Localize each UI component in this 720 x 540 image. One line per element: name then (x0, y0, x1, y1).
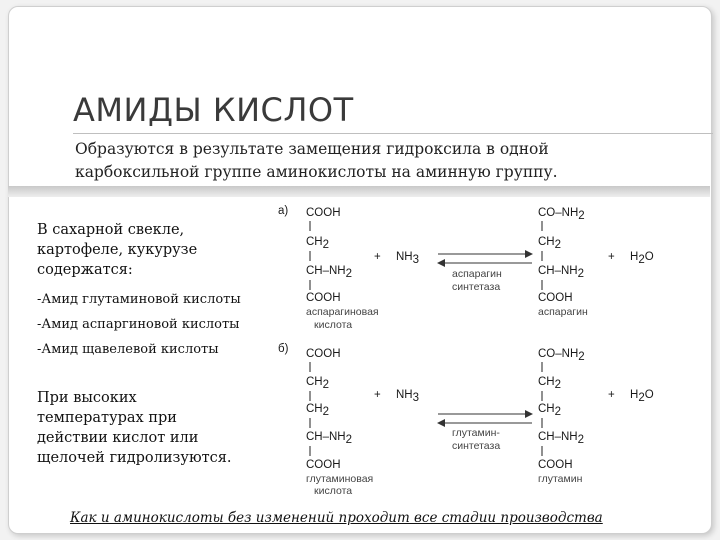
byproduct-b-tail: O (644, 389, 654, 401)
subscript: 2 (554, 379, 562, 391)
svg-text:NH3 (396, 389, 419, 404)
product-a-group-1: CO–NH (538, 207, 579, 219)
svg-text:CH2 (306, 376, 329, 391)
subscript: 2 (322, 239, 330, 251)
svg-text:CH2 (306, 236, 329, 251)
product-a-group-2: CH (538, 236, 555, 248)
slide-subtitle: Образуются в результате замещения гидроксила в одной карбоксильной группе аминокислоты на аминную группу. (75, 140, 558, 181)
left-heading: В сахарной свекле, картофеле, кукурузе содержатся: (37, 222, 198, 278)
svg-text:CH–NH2 (306, 265, 352, 280)
reactant-b-group-4: CH–NH (306, 431, 346, 443)
enzyme-a: аспарагин (452, 268, 502, 280)
reactant-b-group-5: COOH (306, 459, 341, 471)
reagent-b: NH (396, 389, 413, 401)
product-b-name: глутамин (538, 473, 583, 485)
subscript: 2 (554, 239, 562, 251)
subscript: 2 (578, 351, 585, 363)
product-b-group-1: CO–NH (538, 348, 579, 360)
reaction-scheme (270, 200, 670, 497)
subscript: 2 (345, 434, 353, 446)
enzyme-b: синтетаза (452, 440, 501, 452)
product-b-group-2: CH (538, 376, 555, 388)
reactant-b-group-3: CH (306, 403, 323, 415)
plus-sign: + (374, 389, 381, 401)
product-a-name: аспарагин (538, 306, 588, 318)
reactant-a-name: аспарагиновая (306, 306, 379, 318)
slide-title: АМИДЫ КИСЛОТ (73, 91, 354, 129)
product-a-group-4: COOH (538, 292, 573, 304)
section-divider (8, 186, 710, 197)
subscript: 2 (322, 406, 330, 418)
footer-note: Как и аминокислоты без изменений проходит все стадии производства (70, 510, 603, 526)
reactant-b-name: кислота (314, 485, 353, 497)
reactant-a-name: кислота (314, 319, 353, 331)
plus-sign: + (608, 389, 615, 401)
subscript: 2 (638, 392, 645, 404)
plus-sign: + (608, 251, 615, 263)
reaction-a-label: а) (278, 205, 289, 217)
left-footer-text: При высоких температурах при действии кислот или щелочей гидролизуются. (37, 390, 232, 466)
product-a-group-3: CH–NH (538, 265, 578, 277)
reagent-a: NH (396, 251, 413, 263)
list-item: -Амид глутаминовой кислоты (37, 292, 241, 307)
byproduct-a-tail: O (644, 251, 654, 263)
reactant-a-group-1: COOH (306, 207, 341, 219)
subscript: 2 (578, 210, 585, 222)
subscript: 3 (412, 254, 420, 266)
subscript: 2 (322, 379, 330, 391)
subscript: 2 (554, 406, 562, 418)
enzyme-b: глутамин- (452, 427, 500, 439)
svg-text:CH–NH2 (306, 431, 352, 446)
reactant-b-name: глутаминовая (306, 473, 374, 485)
subscript: 2 (345, 268, 353, 280)
product-b-group-4: CH–NH (538, 431, 578, 443)
subscript: 3 (412, 392, 420, 404)
reactant-a-group-4: COOH (306, 292, 341, 304)
svg-text:CO–NH2 (538, 348, 585, 363)
product-b-group-3: CH (538, 403, 555, 415)
reaction-b-label: б) (278, 343, 289, 355)
svg-text:CH2 (538, 236, 561, 251)
reaction-b (278, 343, 654, 497)
reactant-b-group-1: COOH (306, 348, 341, 360)
subscript: 2 (577, 268, 585, 280)
reactant-a-group-2: CH (306, 236, 323, 248)
svg-text:H2O (630, 389, 654, 404)
svg-text:CO–NH2 (538, 207, 585, 222)
svg-text:CH2 (538, 376, 561, 391)
list-item: -Амид аспаргиновой кислоты (37, 317, 240, 332)
byproduct-a: H (630, 251, 639, 263)
svg-text:CH–NH2 (538, 431, 584, 446)
svg-text:CH–NH2 (538, 265, 584, 280)
subscript: 2 (638, 254, 645, 266)
svg-text:NH3 (396, 251, 419, 266)
subscript: 2 (577, 434, 585, 446)
enzyme-a: синтетаза (452, 281, 501, 293)
svg-text:CH2 (538, 403, 561, 418)
reactant-b-group-2: CH (306, 376, 323, 388)
product-b-group-5: COOH (538, 459, 573, 471)
reactant-a-group-3: CH–NH (306, 265, 346, 277)
byproduct-b: H (630, 389, 639, 401)
svg-text:CH2 (306, 403, 329, 418)
list-item: -Амид щавелевой кислоты (37, 342, 219, 357)
title-underline (73, 133, 713, 134)
reaction-a (278, 205, 654, 331)
svg-text:H2O (630, 251, 654, 266)
plus-sign: + (374, 251, 381, 263)
